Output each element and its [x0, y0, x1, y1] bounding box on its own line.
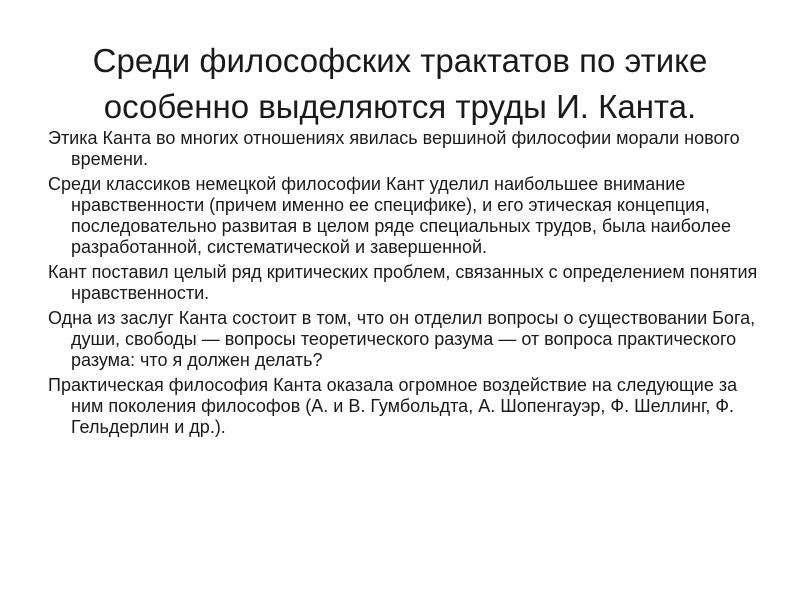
body-text [48, 128, 768, 442]
paragraph-3: Кант поставил целый ряд критических проблем, связанных с определением понятия нравственности. [48, 262, 758, 303]
paragraph-2: Среди классиков немецкой философии Кант уделил наибольшее внимание нравственности (причем именно ее специфике), и его этическая концепция, последовательно развитая в целом ряде специальных трудов, была наиболее разработанной, систематической и завершенной. [48, 174, 732, 257]
title-line-2: особенно выделяются труды И. Канта. [103, 88, 697, 125]
paragraph-5: Практическая философия Канта оказала огромное воздействие на следующие за ним поколения философов (А. и В. Гумбольдта, А. Шопенгауэр, Ф. Шеллинг, Ф. Гельдерлин и др.). [48, 375, 738, 437]
paragraph-1: Этика Канта во многих отношениях явилась вершиной философии морали нового времени. [48, 128, 740, 169]
title-line-1: Среди философских трактатов по этике [92, 42, 708, 79]
slide-title [40, 38, 760, 130]
paragraph-4: Одна из заслуг Канта состоит в том, что он отделил вопросы о существовании Бога, души, свободы — вопросы теоретического разума — от вопроса практического разума: что я должен делать? [48, 308, 756, 370]
